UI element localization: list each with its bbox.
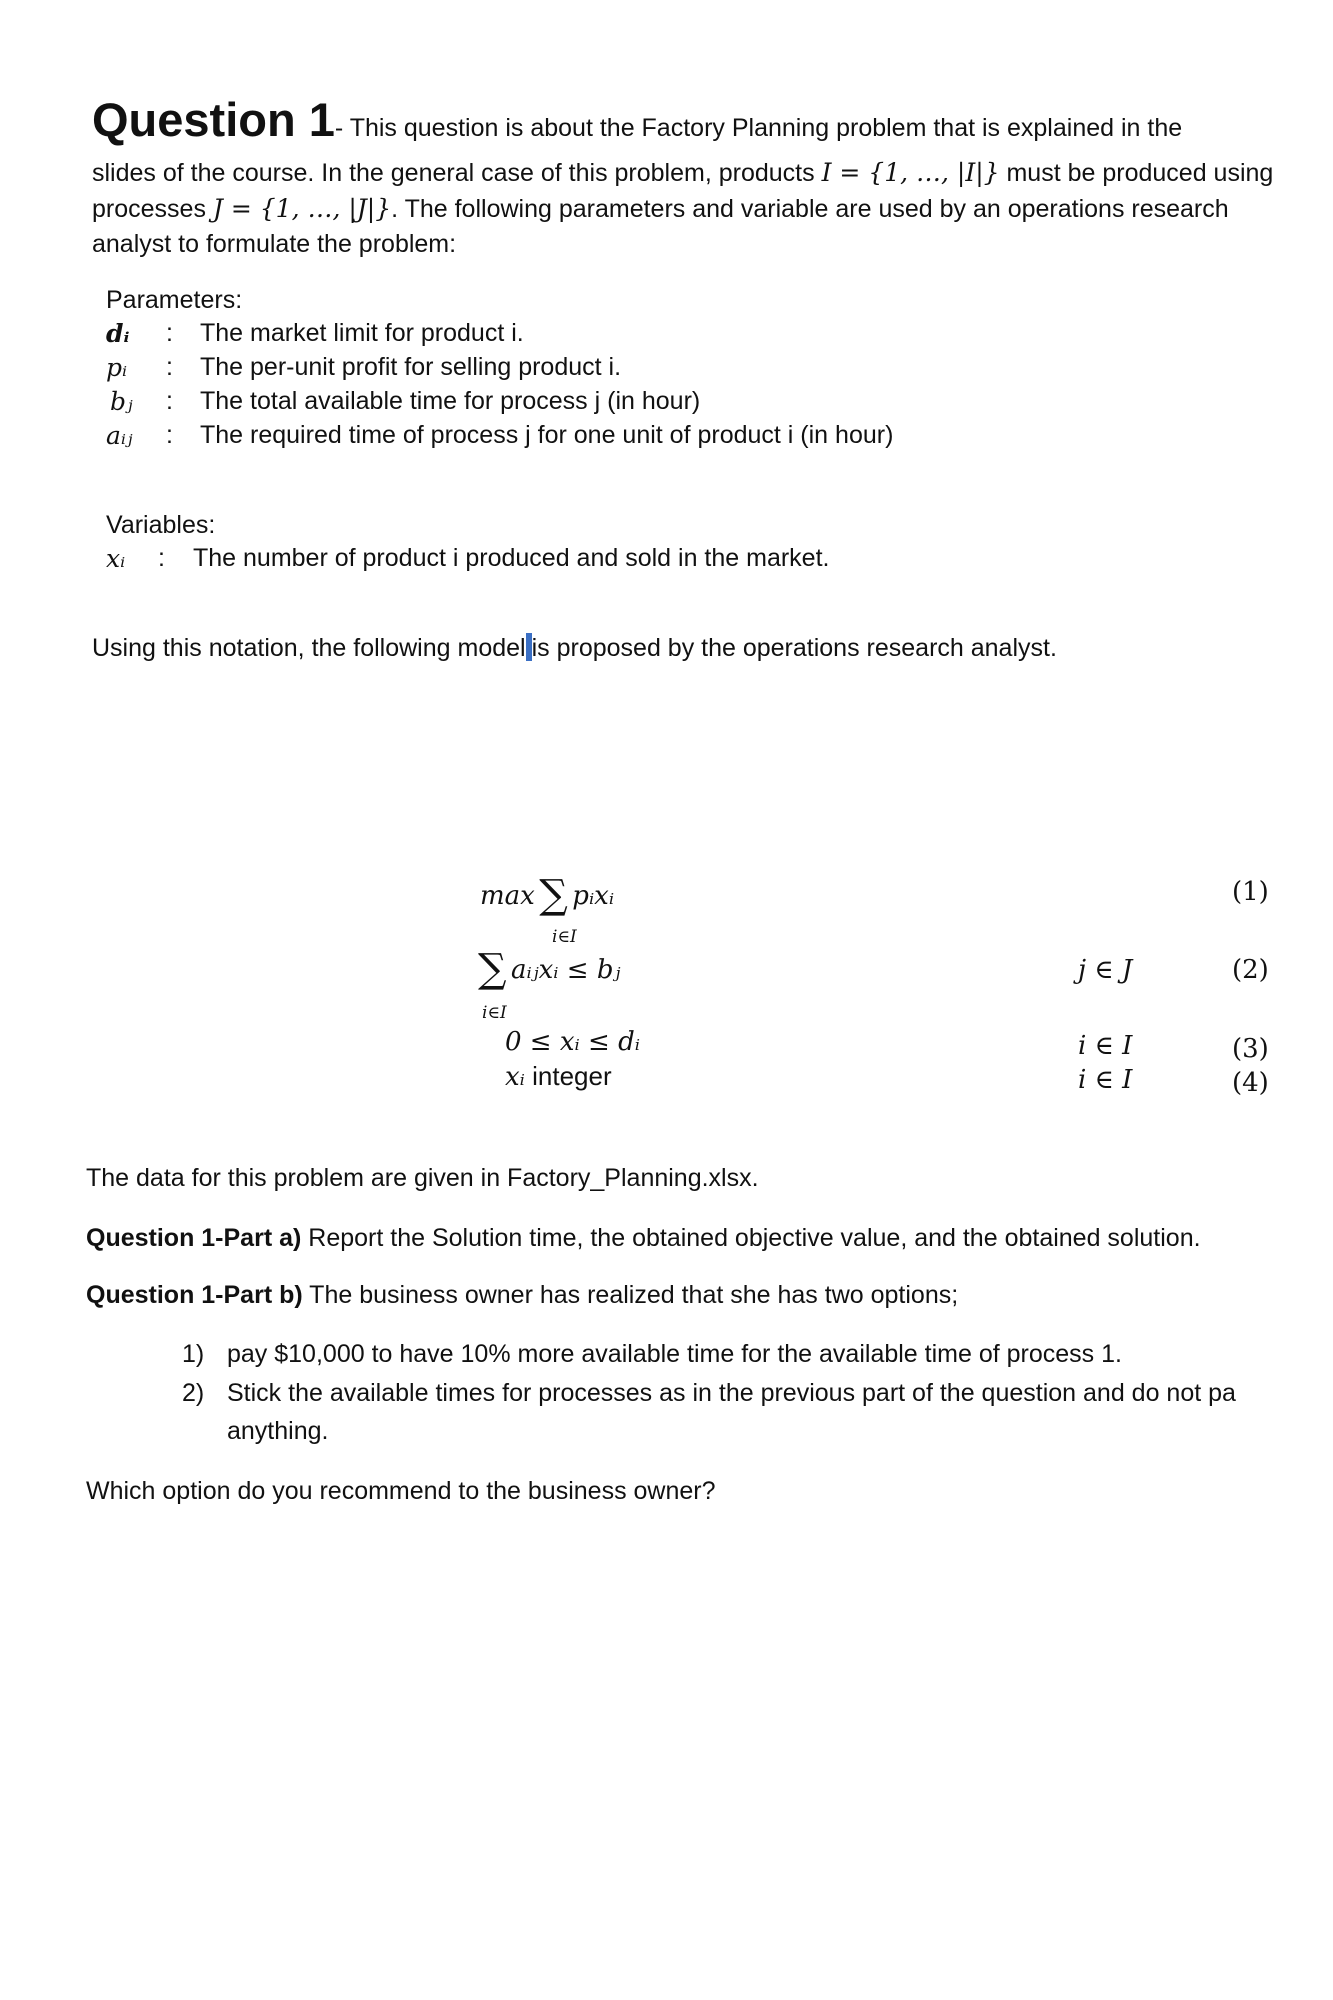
objective-term: pᵢxᵢ [572, 881, 615, 911]
constraint4 [505, 1061, 612, 1092]
intro-line-1: - This question is about the Factory Planning problem that is explained in the [334, 114, 1183, 142]
part-a-text: Report the Solution time, the obtained objective value, and the obtained solution. [301, 1224, 1201, 1252]
param-desc: The required time of process j for one unit of product i (in hour) [200, 421, 894, 449]
model-intro-text: is proposed by the operations research analyst. [531, 634, 1057, 662]
constraint2-term: aᵢⱼxᵢ ≤ bⱼ [511, 955, 621, 985]
parameters-heading: Parameters: [106, 286, 243, 314]
param-desc: The market limit for product i. [200, 319, 524, 347]
option-text-continued: anything. [227, 1417, 329, 1445]
objective-row [480, 872, 614, 918]
part-b-label: Question 1-Part b) [86, 1281, 303, 1309]
intro-line-3 [92, 194, 1229, 224]
eq-number-1: (1) [1232, 877, 1269, 907]
constraint2-domain: j ∈ J [1078, 955, 1133, 985]
objective-sum-index: i∈I [552, 927, 577, 947]
param-symbol: aᵢⱼ [106, 421, 133, 450]
model-intro-text: Using this notation, the following model [92, 634, 526, 662]
param-desc: The total available time for process j (in hour) [200, 387, 701, 415]
param-colon: : [166, 421, 173, 449]
constraint3-domain: i ∈ I [1078, 1031, 1133, 1061]
constraint2-row [478, 946, 620, 992]
constraint4-word: integer [524, 1061, 612, 1091]
constraint4-var: xᵢ [505, 1062, 525, 1092]
variable-colon: : [158, 544, 165, 572]
intro-line-4: analyst to formulate the problem: [92, 230, 457, 258]
intro-text: processes [92, 195, 213, 223]
param-desc: The per-unit profit for selling product i. [200, 353, 622, 381]
intro-text: slides of the course. In the general case of this problem, products [92, 159, 822, 187]
part-a [86, 1224, 1201, 1253]
param-symbol: bⱼ [110, 387, 133, 416]
eq-number-3: (3) [1232, 1034, 1269, 1064]
intro-text: must be produced using [999, 159, 1274, 187]
option-text: pay $10,000 to have 10% more available time for the available time of process 1. [227, 1340, 1122, 1368]
eq-number-2: (2) [1232, 955, 1269, 985]
part-b [86, 1281, 958, 1310]
sum-symbol: ∑ [478, 946, 507, 992]
eq-number-4: (4) [1232, 1068, 1269, 1098]
option-number: 2) [182, 1379, 205, 1407]
param-symbol: pᵢ [106, 353, 128, 382]
sum-symbol: ∑ [539, 872, 568, 918]
option-number: 1) [182, 1340, 205, 1368]
param-colon: : [166, 387, 173, 415]
param-colon: : [166, 319, 173, 347]
variable-desc: The number of product i produced and sold in the market. [193, 544, 830, 572]
variable-symbol: xᵢ [106, 544, 126, 573]
data-line: The data for this problem are given in Factory_Planning.xlsx. [86, 1164, 759, 1192]
param-colon: : [166, 353, 173, 381]
option-text: Stick the available times for processes as in the previous part of the question and do not pa [227, 1379, 1236, 1407]
question-title: Question 1 [92, 93, 335, 146]
max-keyword: max [480, 881, 535, 911]
intro-line-2 [92, 158, 1273, 188]
variables-heading: Variables: [106, 511, 216, 539]
model-intro [92, 633, 1057, 663]
products-set: I = {1, …, |I|} [821, 158, 1000, 187]
constraint3: 0 ≤ xᵢ ≤ dᵢ [505, 1027, 640, 1057]
processes-set: J = {1, …, |J|} [212, 194, 392, 223]
constraint4-domain: i ∈ I [1078, 1065, 1133, 1095]
part-a-label: Question 1-Part a) [86, 1224, 302, 1252]
closing-question: Which option do you recommend to the business owner? [86, 1477, 716, 1505]
question-heading-line [92, 92, 1182, 147]
constraint2-sum-index: i∈I [482, 1003, 507, 1023]
param-symbol: dᵢ [106, 319, 130, 348]
part-b-text: The business owner has realized that she has two options; [302, 1281, 959, 1309]
intro-text: . The following parameters and variable are used by an operations research [391, 195, 1229, 223]
